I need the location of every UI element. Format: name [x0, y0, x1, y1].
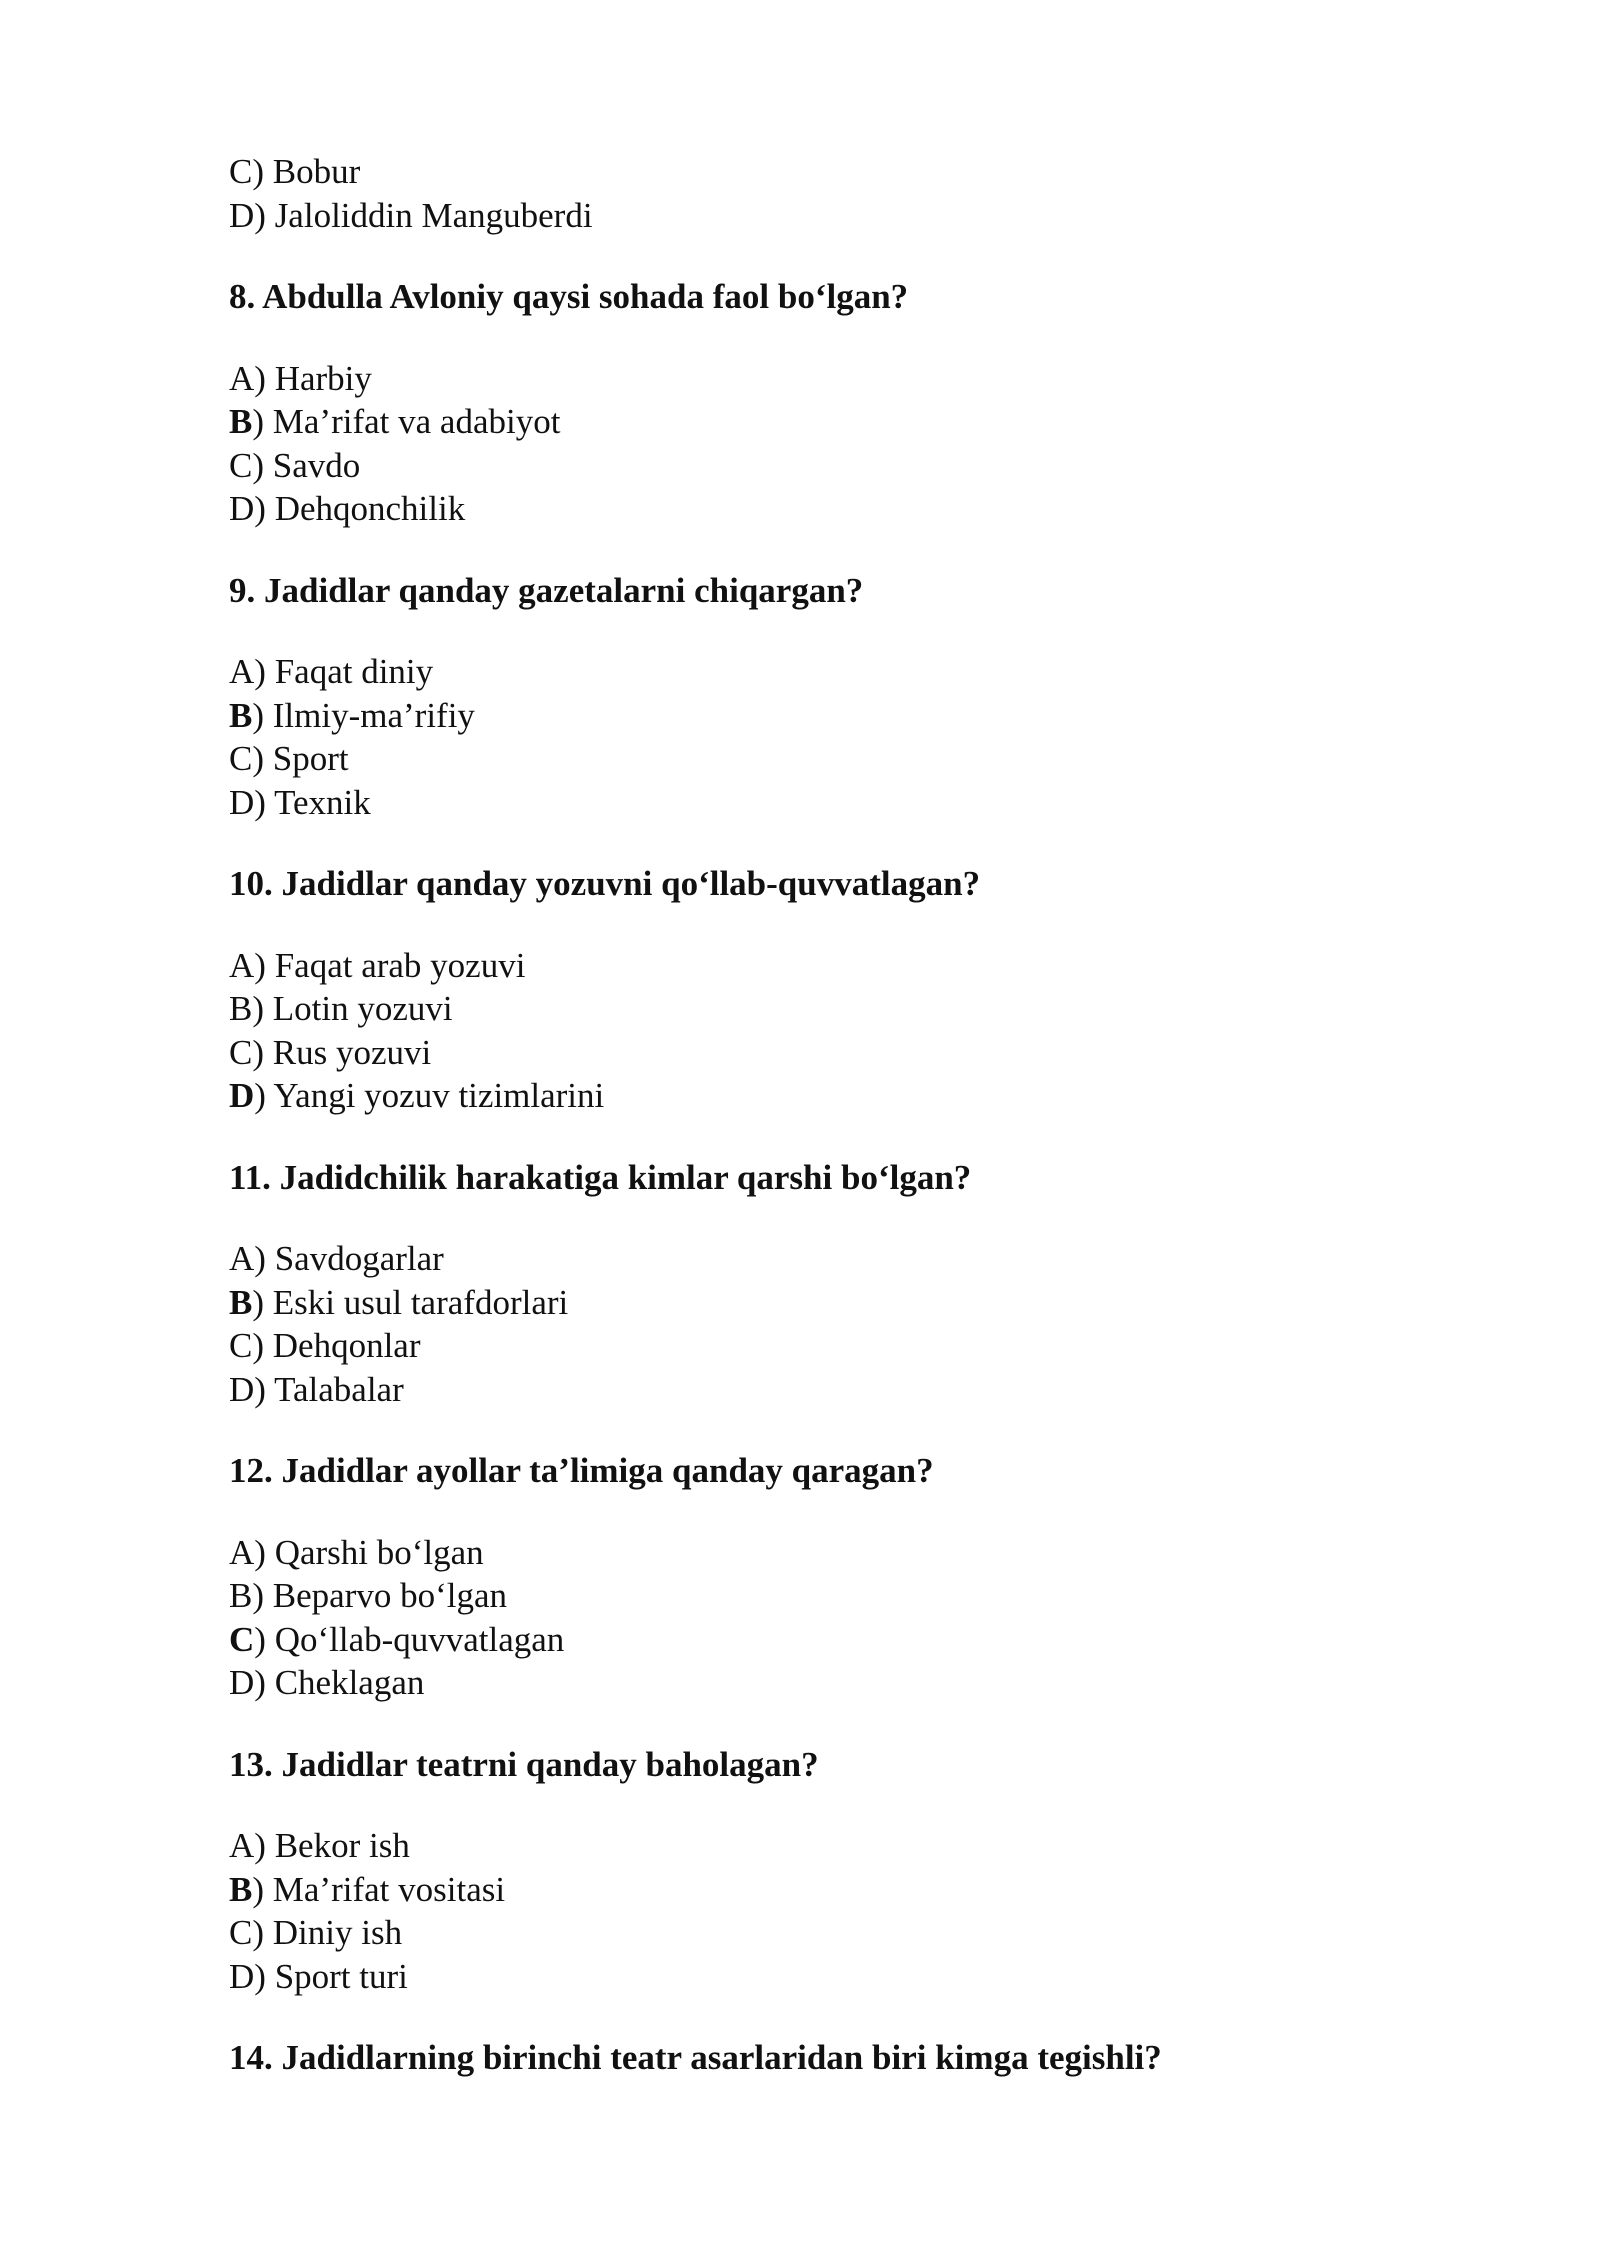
answer-paren: ) [252, 1576, 273, 1615]
answer-text: Ma’rifat va adabiyot [272, 402, 561, 441]
answer-letter: A [229, 1532, 255, 1572]
answer-letter: A [229, 1826, 255, 1865]
answer-paren: ) [254, 945, 275, 985]
answer-text: Eski usul tarafdorlari [272, 1282, 569, 1322]
question-title [229, 2036, 1429, 2080]
answer-options [229, 1237, 1429, 1411]
answer-letter: D [229, 1663, 255, 1702]
answer-letter: C [229, 1913, 253, 1952]
question-text: Jadidlar qanday yozuvni qo‘llab-quvvatlagan? [281, 864, 981, 903]
answer-paren: ) [254, 1956, 275, 1996]
answer-letter: D [229, 1369, 255, 1409]
answer-option [229, 357, 1429, 401]
answer-paren: ) [252, 1869, 273, 1909]
answer-option [229, 400, 1429, 444]
answer-paren: ) [254, 1663, 275, 1702]
answer-paren: ) [254, 1369, 275, 1409]
answer-paren: ) [252, 445, 273, 485]
answer-paren: ) [254, 1532, 275, 1572]
answer-option [229, 1531, 1429, 1575]
answer-text: Cheklagan [274, 1663, 425, 1702]
answer-paren: ) [254, 1076, 274, 1115]
answer-letter: B [229, 989, 253, 1028]
answer-paren: ) [254, 1239, 275, 1278]
answer-option [229, 1618, 1429, 1662]
quiz-content [229, 150, 1429, 2080]
question-number: 14. [229, 2038, 273, 2077]
answer-option [229, 1074, 1429, 1118]
answer-paren: ) [252, 402, 273, 441]
answer-options [229, 1824, 1429, 1998]
question-text: Abdulla Avloniy qaysi sohada faol bo‘lgan? [262, 277, 909, 316]
answer-text: Savdogarlar [274, 1239, 444, 1278]
answer-option [229, 1824, 1429, 1868]
answer-option [229, 1868, 1429, 1912]
answer-option [229, 1574, 1429, 1618]
answer-text: Beparvo bo‘lgan [272, 1576, 507, 1615]
answer-option [229, 987, 1429, 1031]
answer-option [229, 444, 1429, 488]
answer-paren: ) [252, 1326, 273, 1365]
answer-text: Bobur [272, 152, 361, 191]
answer-letter: D [229, 195, 255, 235]
answer-option [229, 737, 1429, 781]
answer-text: Dehqonchilik [274, 489, 466, 528]
answer-letter: A [229, 1239, 255, 1278]
question-title [229, 1449, 1429, 1493]
answer-text: Bekor ish [274, 1826, 410, 1865]
continued-options [229, 150, 1429, 237]
answer-option [229, 1368, 1429, 1412]
answer-option [229, 944, 1429, 988]
answer-text: Ma’rifat vositasi [272, 1869, 506, 1909]
answer-letter: D [229, 489, 255, 528]
answer-option [229, 150, 1429, 194]
answer-option [229, 194, 1429, 238]
answer-text: Lotin yozuvi [272, 989, 453, 1028]
question-text: Jadidchilik harakatiga kimlar qarshi bo‘lgan? [279, 1157, 972, 1197]
answer-option [229, 1911, 1429, 1955]
question-text: Jadidlar qanday gazetalarni chiqargan? [264, 570, 864, 610]
answer-paren: ) [254, 1826, 275, 1865]
answer-options [229, 1531, 1429, 1705]
correct-answer-letter: B [229, 1869, 253, 1909]
answer-letter: A [229, 652, 255, 691]
answer-letter: A [229, 945, 255, 985]
answer-text: Savdo [272, 445, 361, 485]
answer-paren: ) [254, 358, 275, 398]
answer-letter: D [229, 782, 255, 822]
answer-paren: ) [252, 1913, 273, 1952]
question-number: 8. [229, 277, 256, 316]
answer-paren: ) [252, 695, 273, 735]
answer-option [229, 1324, 1429, 1368]
answer-letter: C [229, 1326, 253, 1365]
answer-option [229, 1031, 1429, 1075]
answer-text: Harbiy [274, 358, 372, 398]
answer-option [229, 1955, 1429, 1999]
answer-text: Jaloliddin Manguberdi [274, 195, 593, 235]
answer-text: Dehqonlar [272, 1326, 421, 1365]
correct-answer-letter: D [229, 1076, 255, 1115]
question-text: Jadidlar teatrni qanday baholagan? [281, 1744, 819, 1784]
question-number: 10. [229, 864, 273, 903]
answer-text: Diniy ish [272, 1913, 403, 1952]
answer-paren: ) [252, 1032, 273, 1072]
correct-answer-letter: B [229, 402, 253, 441]
answer-option [229, 1237, 1429, 1281]
answer-paren: ) [252, 152, 273, 191]
question-title [229, 275, 1429, 319]
answer-options [229, 650, 1429, 824]
answer-paren: ) [252, 739, 273, 778]
answer-text: Texnik [274, 782, 371, 822]
answer-option [229, 781, 1429, 825]
answer-option [229, 650, 1429, 694]
answer-text: Qarshi bo‘lgan [274, 1532, 484, 1572]
answer-letter: C [229, 739, 253, 778]
answer-option [229, 1661, 1429, 1705]
question-title [229, 1156, 1429, 1200]
answer-text: Rus yozuvi [272, 1032, 432, 1072]
question-number: 9. [229, 570, 256, 610]
question-title [229, 569, 1429, 613]
answer-letter: D [229, 1956, 255, 1996]
answer-paren: ) [254, 1619, 275, 1659]
answer-paren: ) [252, 989, 273, 1028]
answer-options [229, 357, 1429, 531]
answer-paren: ) [252, 1282, 273, 1322]
question-number: 12. [229, 1451, 273, 1490]
answer-letter: C [229, 1032, 253, 1072]
answer-paren: ) [254, 652, 275, 691]
answer-paren: ) [254, 782, 275, 822]
answer-options [229, 944, 1429, 1118]
answer-text: Talabalar [274, 1369, 404, 1409]
answer-letter: B [229, 1576, 253, 1615]
answer-text: Sport [272, 739, 349, 778]
question-text: Jadidlarning birinchi teatr asarlaridan biri kimga tegishli? [281, 2038, 1162, 2077]
question-text: Jadidlar ayollar ta’limiga qanday qaragan? [281, 1451, 934, 1490]
answer-text: Ilmiy-ma’rifiy [272, 695, 475, 735]
question-number: 13. [229, 1744, 273, 1784]
answer-paren: ) [254, 489, 275, 528]
answer-text: Yangi yozuv tizimlarini [273, 1076, 605, 1115]
answer-text: Sport turi [274, 1956, 408, 1996]
question-title [229, 1743, 1429, 1787]
correct-answer-letter: C [229, 1619, 255, 1659]
answer-letter: C [229, 445, 253, 485]
answer-letter: C [229, 152, 253, 191]
answer-text: Faqat arab yozuvi [274, 945, 526, 985]
answer-text: Qo‘llab-quvvatlagan [274, 1619, 565, 1659]
correct-answer-letter: B [229, 1282, 253, 1322]
answer-paren: ) [254, 195, 275, 235]
answer-text: Faqat diniy [274, 652, 434, 691]
question-title [229, 862, 1429, 906]
answer-option [229, 1281, 1429, 1325]
answer-option [229, 487, 1429, 531]
answer-option [229, 694, 1429, 738]
correct-answer-letter: B [229, 695, 253, 735]
answer-letter: A [229, 358, 255, 398]
question-number: 11. [229, 1157, 271, 1197]
